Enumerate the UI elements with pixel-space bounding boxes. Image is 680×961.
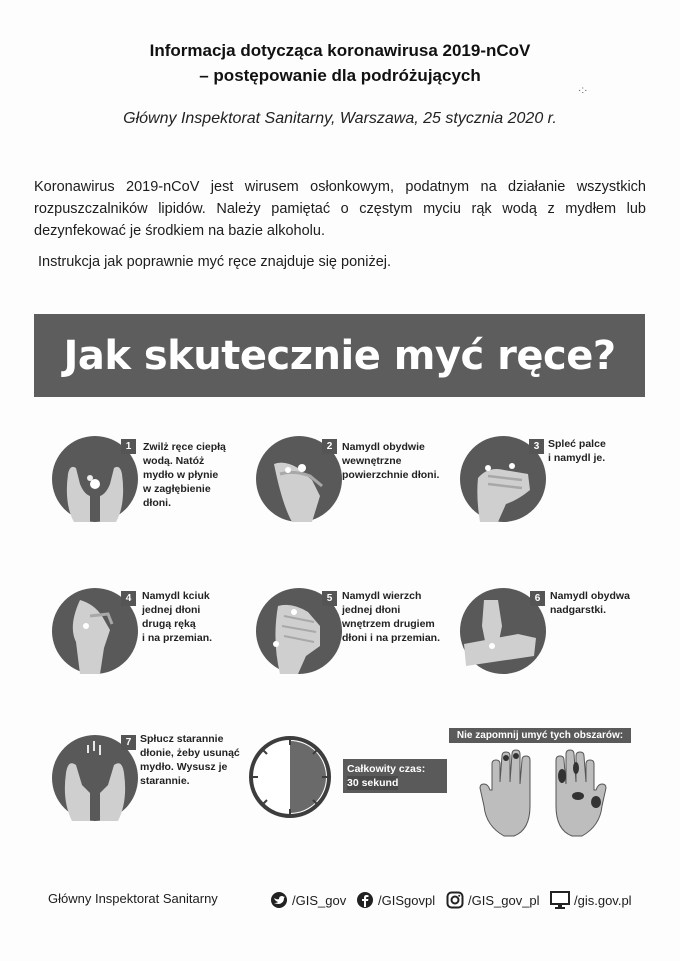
facebook-icon <box>356 891 374 909</box>
intro-paragraph: Koronawirus 2019-nCoV jest wirusem osłonkowym, podatnym na działanie wszystkich rozpuszczalników lipidów. Należy pamiętać o częstym myciu rąk wodą z mydłem lub dezynfekować je środkiem na bazie alkoholu. <box>34 179 646 239</box>
footer-facebook[interactable] <box>356 891 435 909</box>
instruction-paragraph: Instrukcja jak poprawnie myć ręce znajduje się poniżej. <box>38 254 392 270</box>
step-2 <box>254 434 454 554</box>
hands-areas-icon <box>478 746 608 846</box>
footer-org: Główny Inspektorat Sanitarny <box>48 891 218 906</box>
footer-twitter[interactable] <box>270 891 346 909</box>
step-7 <box>50 733 250 853</box>
step-7-badge: 7 <box>121 735 136 750</box>
step-5-badge: 5 <box>322 591 337 606</box>
step-5-text: Namydl wierzch jednej dłoni wnętrzem drugiem dłoni i na przemian. <box>342 590 441 644</box>
poster-banner <box>34 314 645 397</box>
poster-banner-title: Jak skutecznie myć ręce? <box>63 332 616 379</box>
step-1-badge: 1 <box>121 439 136 454</box>
step-6 <box>458 586 658 706</box>
instagram-handle: /GIS_gov_pl <box>468 892 540 908</box>
footer-website[interactable] <box>550 891 632 909</box>
monitor-icon <box>550 891 570 909</box>
document-title-line2: – postępowanie dla podróżujących <box>199 66 481 85</box>
step-3-text: Spleć palce i namydl je. <box>548 438 606 464</box>
facebook-handle: /GISgovpl <box>378 892 436 908</box>
remember-areas-label: Nie zapomnij umyć tych obszarów: <box>449 728 631 743</box>
step-5 <box>254 586 454 706</box>
step-2-text: Namydl obydwie wewnętrzne powierzchnie dłoni. <box>342 441 440 481</box>
total-time-value: 30 sekund <box>347 777 399 789</box>
total-time-box <box>343 759 447 793</box>
step-4-text: Namydl kciuk jednej dłoni drugą ręką i na przemian. <box>142 590 213 644</box>
step-6-text: Namydl obydwa nadgarstki. <box>550 590 630 616</box>
footer-instagram[interactable] <box>446 891 540 909</box>
step-7-text: Spłucz starannie dłonie, żeby usunąć mydło. Wysusz je starannie. <box>140 733 240 787</box>
total-time-label: Całkowity czas: <box>347 763 426 775</box>
step-4-badge: 4 <box>121 591 136 606</box>
step-2-badge: 2 <box>322 439 337 454</box>
twitter-icon <box>270 891 288 909</box>
website-url: /gis.gov.pl <box>574 892 632 908</box>
twitter-handle: /GIS_gov <box>292 892 347 908</box>
step-1-text: Zwilż ręce ciepłą wodą. Natóż mydło w płynie w zagłębienie dłoni. <box>143 441 226 509</box>
step-4 <box>50 586 250 706</box>
timer-clock-icon <box>248 735 332 819</box>
step-6-badge: 6 <box>530 591 545 606</box>
footer <box>0 891 680 913</box>
step-3-badge: 3 <box>529 439 544 454</box>
instagram-icon <box>446 891 464 909</box>
document-subtitle: Główny Inspektorat Sanitarny, Warszawa, 25 stycznia 2020 r. <box>123 110 557 127</box>
step-3 <box>458 434 658 554</box>
scan-speck: ·:· <box>578 85 588 96</box>
step-1 <box>50 434 250 554</box>
document-title-line1: Informacja dotycząca koronawirusa 2019-nCoV <box>149 41 531 60</box>
